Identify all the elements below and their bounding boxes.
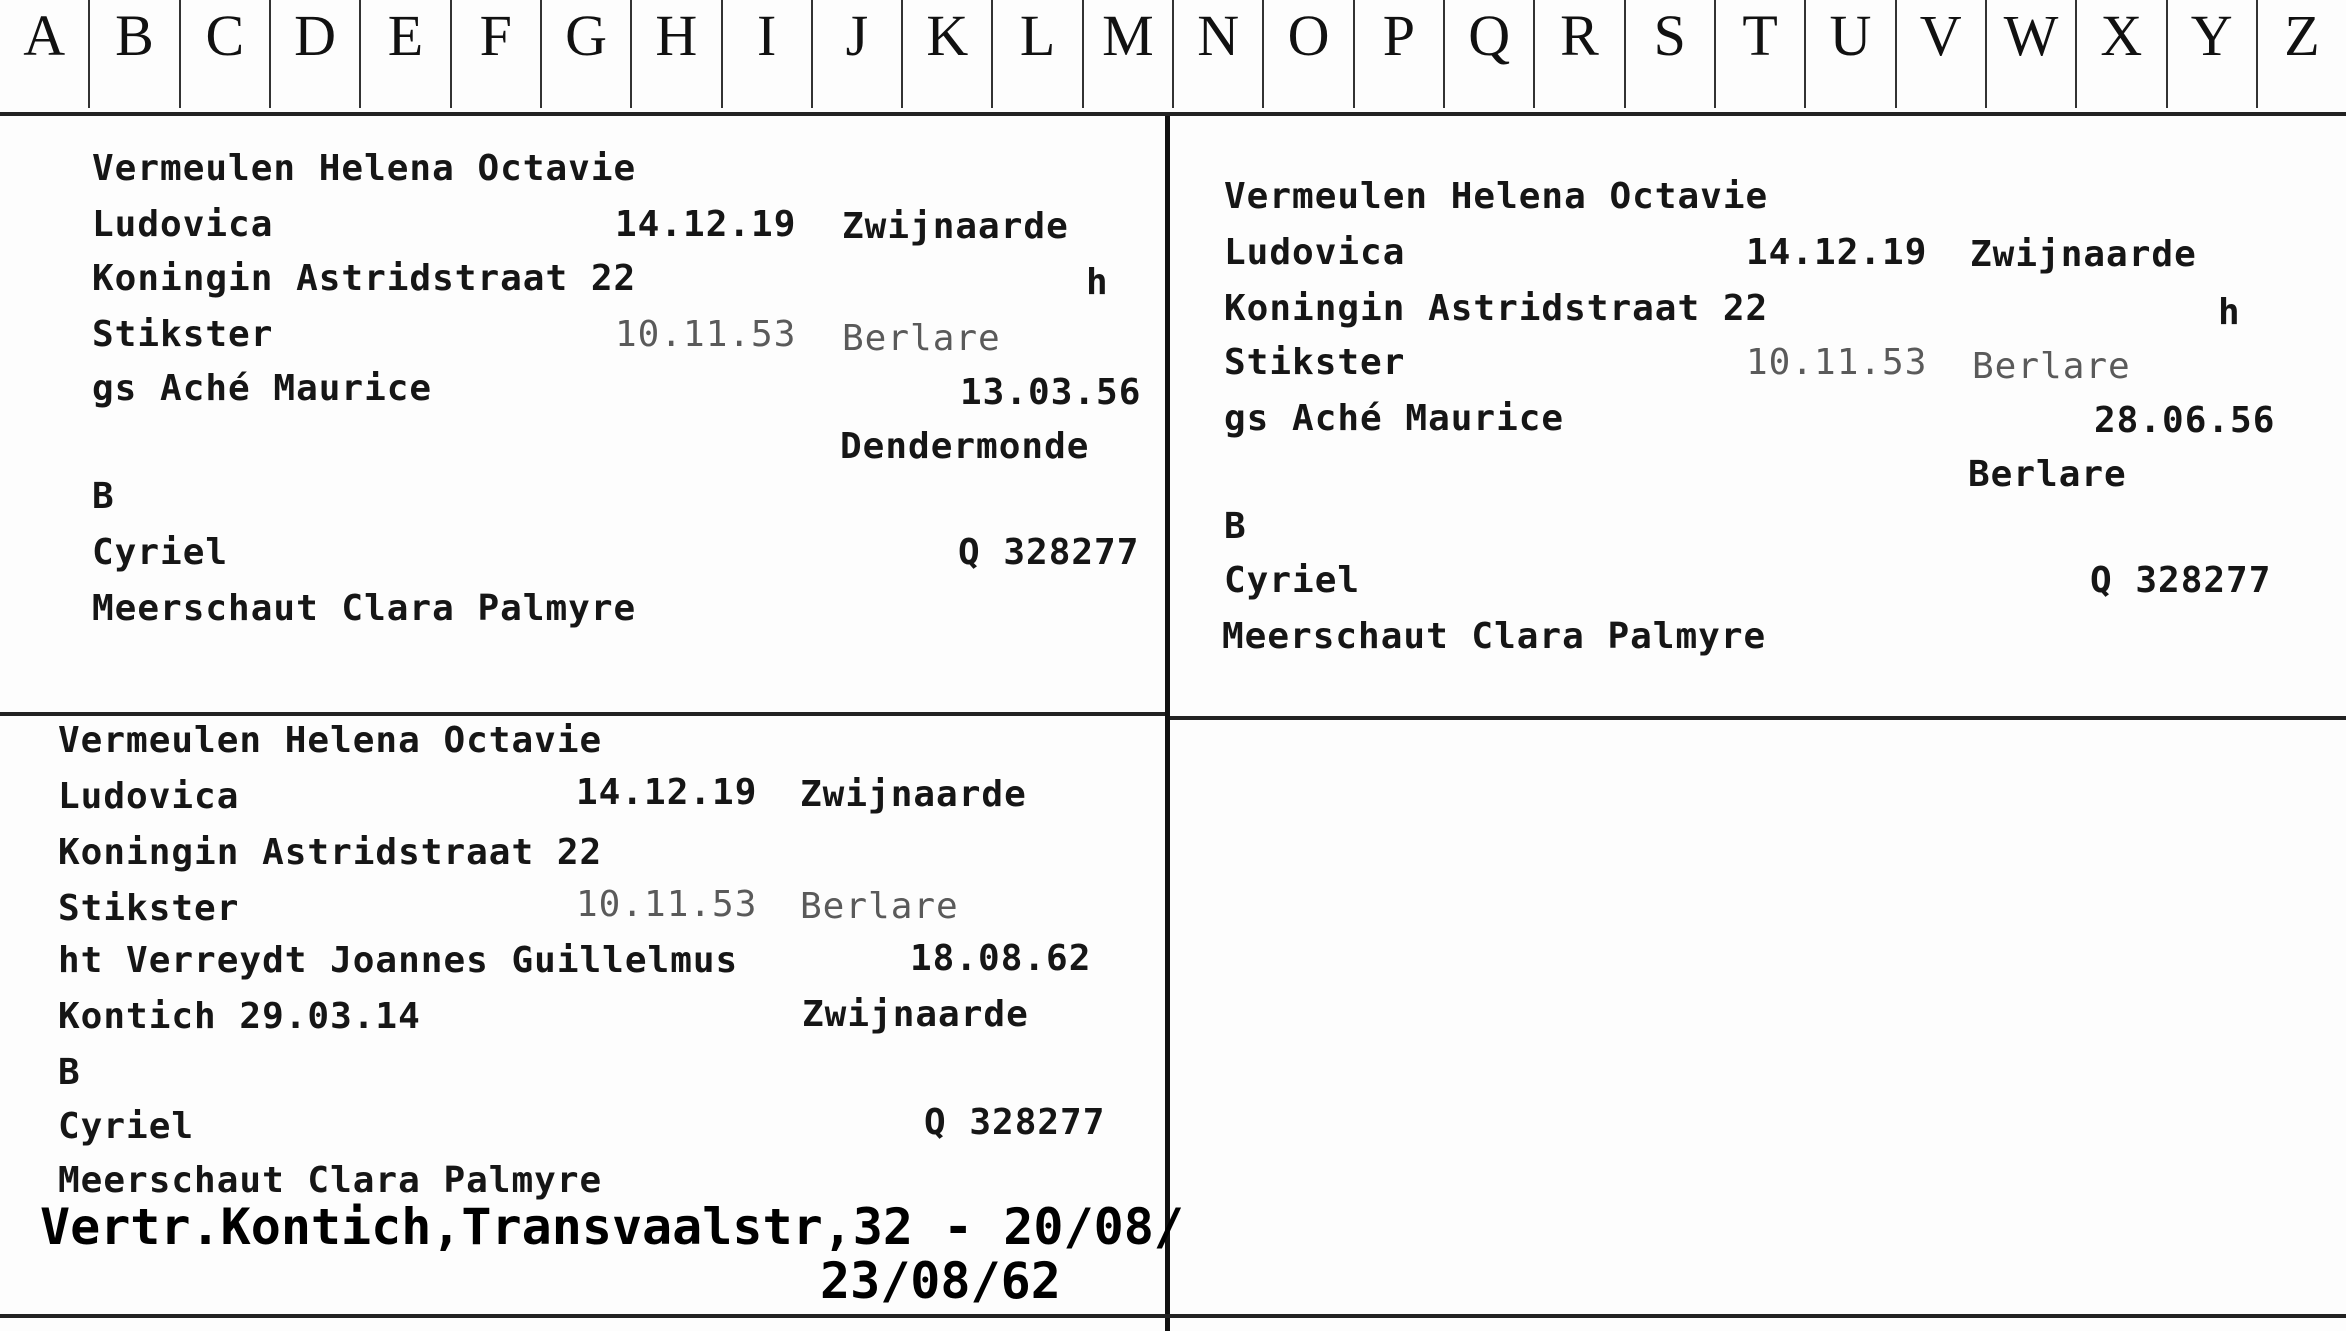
card-occupation: Stikster bbox=[92, 314, 274, 355]
card-spouse-date: 28.06.56 bbox=[2094, 400, 2276, 441]
departure-stamp-line2: 23/08/62 bbox=[820, 1252, 1061, 1310]
card-spouse: ht Verreydt Joannes Guillelmus bbox=[58, 940, 739, 981]
alphabet-index-strip bbox=[0, 0, 2346, 112]
index-letter-g: G bbox=[542, 0, 632, 108]
card-event-place: Berlare bbox=[842, 318, 1001, 359]
card-reference: Q 328277 bbox=[958, 532, 1140, 573]
card-given-name: Ludovica bbox=[1224, 232, 1406, 273]
card-spouse-place: Zwijnaarde bbox=[802, 994, 1029, 1035]
card-event-date: 10.11.53 bbox=[615, 314, 797, 355]
index-letter-d: D bbox=[271, 0, 361, 108]
index-letter-q: Q bbox=[1445, 0, 1535, 108]
card-father: Cyriel bbox=[92, 532, 229, 573]
index-letter-w: W bbox=[1987, 0, 2077, 108]
card-mark: h bbox=[2218, 292, 2241, 333]
index-letter-p: P bbox=[1355, 0, 1445, 108]
card-birth-date: 14.12.19 bbox=[576, 772, 758, 813]
card-category: B bbox=[1224, 506, 1247, 547]
card-category: B bbox=[58, 1052, 81, 1093]
card-name: Vermeulen Helena Octavie bbox=[1224, 176, 1769, 217]
card-address: Koningin Astridstraat 22 bbox=[92, 258, 637, 299]
card-given-name: Ludovica bbox=[58, 776, 240, 817]
card-birth-place: Zwijnaarde bbox=[1970, 234, 2197, 275]
index-letter-j: J bbox=[813, 0, 903, 108]
card-event-place: Berlare bbox=[1972, 346, 2131, 387]
index-letter-n: N bbox=[1174, 0, 1264, 108]
index-letter-o: O bbox=[1264, 0, 1354, 108]
index-letter-z: Z bbox=[2284, 3, 2320, 68]
index-letter-f: F bbox=[452, 0, 542, 108]
index-letter-u: U bbox=[1806, 0, 1896, 108]
index-letter-y: Y bbox=[2168, 0, 2258, 108]
card-occupation: Stikster bbox=[1224, 342, 1406, 383]
card-reference: Q 328277 bbox=[924, 1102, 1106, 1143]
card-spouse-place: Dendermonde bbox=[840, 426, 1090, 467]
card-birth-date: 14.12.19 bbox=[1746, 232, 1928, 273]
card-name: Vermeulen Helena Octavie bbox=[58, 720, 603, 761]
index-letter-t: T bbox=[1716, 0, 1806, 108]
index-letter-s: S bbox=[1626, 0, 1716, 108]
card-reference: Q 328277 bbox=[2090, 560, 2272, 601]
index-letter-m: M bbox=[1084, 0, 1174, 108]
card-spouse-birth: Kontich 29.03.14 bbox=[58, 996, 421, 1037]
card-address: Koningin Astridstraat 22 bbox=[1224, 288, 1769, 329]
index-letter-x: X bbox=[2077, 0, 2167, 108]
card-mark: h bbox=[1086, 262, 1109, 303]
card-spouse-date: 13.03.56 bbox=[960, 372, 1142, 413]
card-birth-date: 14.12.19 bbox=[615, 204, 797, 245]
card-father: Cyriel bbox=[1224, 560, 1361, 601]
record-card-bottom-right-empty bbox=[1170, 720, 2346, 1314]
card-spouse-place: Berlare bbox=[1968, 454, 2127, 495]
departure-stamp-line1: Vertr.Kontich,Transvaalstr,32 - 20/08/ bbox=[40, 1198, 1184, 1256]
card-birth-place: Zwijnaarde bbox=[800, 774, 1027, 815]
index-letter-a: A bbox=[0, 0, 90, 108]
card-event-date: 10.11.53 bbox=[576, 884, 758, 925]
index-letter-i: I bbox=[723, 0, 813, 108]
card-occupation: Stikster bbox=[58, 888, 240, 929]
card-spouse-date: 18.08.62 bbox=[910, 938, 1092, 979]
horizontal-divider-left bbox=[0, 712, 1165, 716]
index-letter-e: E bbox=[361, 0, 451, 108]
index-letter-b: B bbox=[90, 0, 180, 108]
card-event-place: Berlare bbox=[800, 886, 959, 927]
card-mother: Meerschaut Clara Palmyre bbox=[92, 588, 637, 629]
index-letter-l: L bbox=[993, 0, 1083, 108]
card-mother: Meerschaut Clara Palmyre bbox=[58, 1160, 603, 1201]
card-spouse: gs Aché Maurice bbox=[92, 368, 433, 409]
index-letter-k: K bbox=[903, 0, 993, 108]
card-category: B bbox=[92, 476, 115, 517]
card-birth-place: Zwijnaarde bbox=[842, 206, 1069, 247]
card-given-name: Ludovica bbox=[92, 204, 274, 245]
card-name: Vermeulen Helena Octavie bbox=[92, 148, 637, 189]
index-letter-h: H bbox=[632, 0, 722, 108]
index-letter-c: C bbox=[181, 0, 271, 108]
card-father: Cyriel bbox=[58, 1106, 195, 1147]
card-event-date: 10.11.53 bbox=[1746, 342, 1928, 383]
card-address: Koningin Astridstraat 22 bbox=[58, 832, 603, 873]
card-mother: Meerschaut Clara Palmyre bbox=[1222, 616, 1767, 657]
header-divider bbox=[0, 112, 2346, 116]
index-letter-r: R bbox=[1535, 0, 1625, 108]
bottom-divider bbox=[0, 1314, 2346, 1318]
card-spouse: gs Aché Maurice bbox=[1224, 398, 1565, 439]
index-letter-v: V bbox=[1897, 0, 1987, 108]
